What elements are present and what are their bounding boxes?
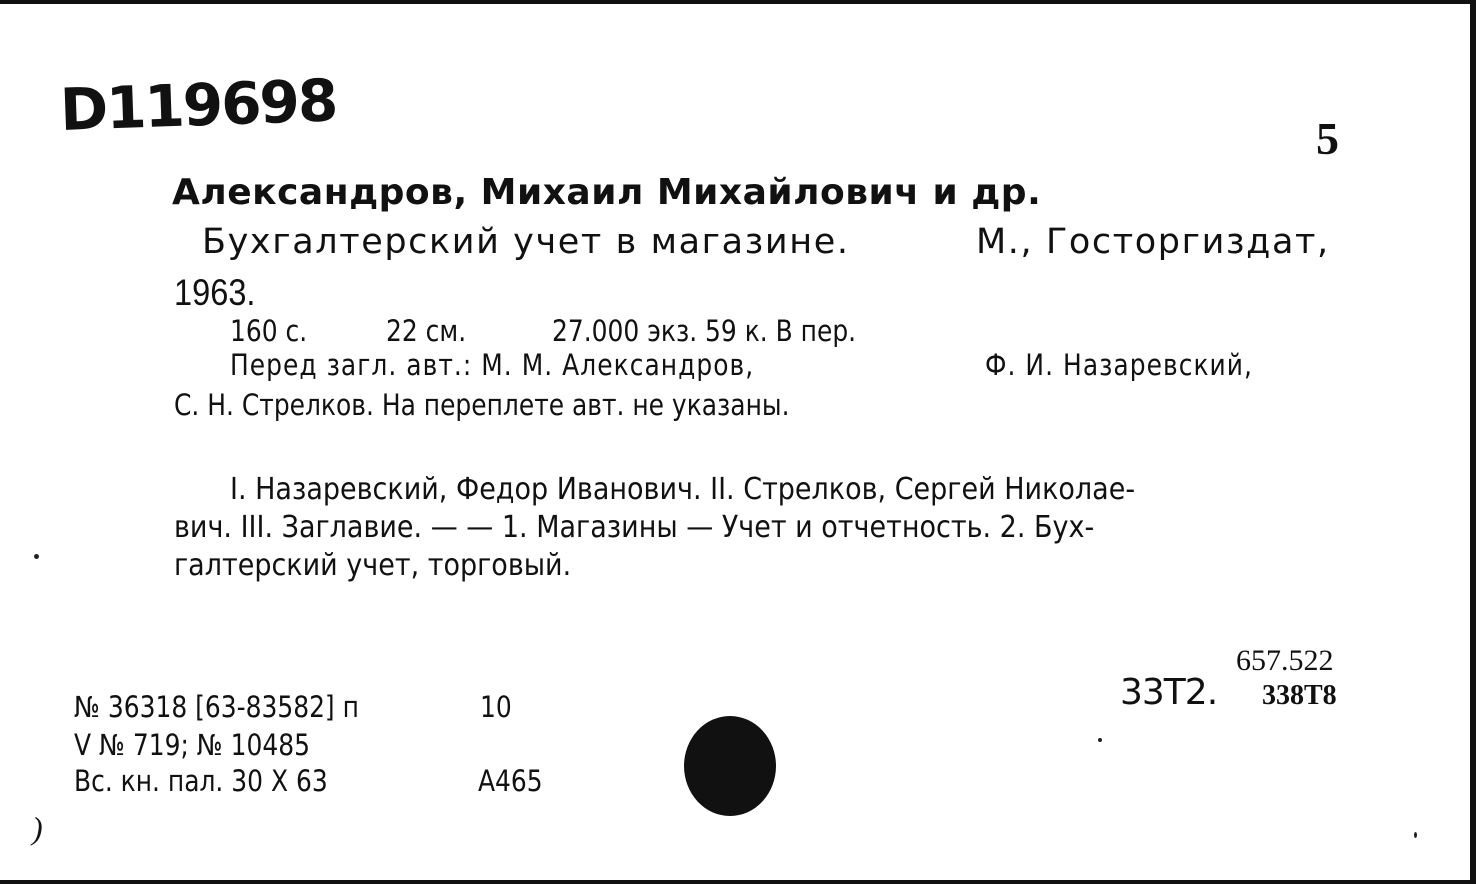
book-title: Бухгалтерский учет в магазине.	[202, 222, 850, 262]
shelf-code: 338T8	[1262, 680, 1337, 711]
authors-note-line2: С. Н. Стрелков. На переплете авт. не указаны.	[174, 388, 790, 422]
registry-volume: V № 719; № 10485	[74, 728, 311, 762]
subject-line: I. Назаревский, Федор Иванович. II. Стрелков, Сергей Николае-	[230, 472, 1136, 507]
authors-note-continued: Ф. И. Назаревский,	[985, 348, 1253, 382]
speck-mark	[1098, 738, 1102, 742]
edge-mark: )	[32, 810, 43, 846]
handwritten-shelf-mark: 33T2.	[1120, 672, 1218, 713]
copies-and-price: 27.000 экз. 59 к. В пер.	[552, 314, 857, 348]
speck-mark	[1414, 832, 1417, 838]
page-count: 160 с.	[230, 314, 308, 348]
book-chamber-record: Вс. кн. пал. 30 X 63	[74, 764, 328, 798]
author-mark: А465	[478, 764, 543, 798]
publication-year: 1963.	[174, 272, 256, 313]
book-size: 22 см.	[386, 314, 467, 348]
card-number: 5	[1316, 113, 1339, 164]
speck-mark	[34, 554, 39, 559]
authors-note: Перед загл. авт.: М. М. Александров,	[230, 348, 755, 382]
classification-number: 657.522	[1236, 644, 1334, 677]
punch-hole	[684, 716, 776, 816]
subject-line: вич. III. Заглавие. — — 1. Магазины — Учет и отчетность. 2. Бух-	[174, 510, 1095, 545]
handwritten-accession-id: D119698	[58, 66, 338, 144]
subject-line: галтерский учет, торговый.	[174, 548, 572, 583]
publication-place-publisher: М., Госторгиздат,	[976, 222, 1330, 262]
author-heading: Александров, Михаил Михайлович и др.	[172, 172, 1042, 213]
registry-count: 10	[480, 690, 512, 724]
registry-number: № 36318 [63-83582] п	[74, 690, 359, 724]
